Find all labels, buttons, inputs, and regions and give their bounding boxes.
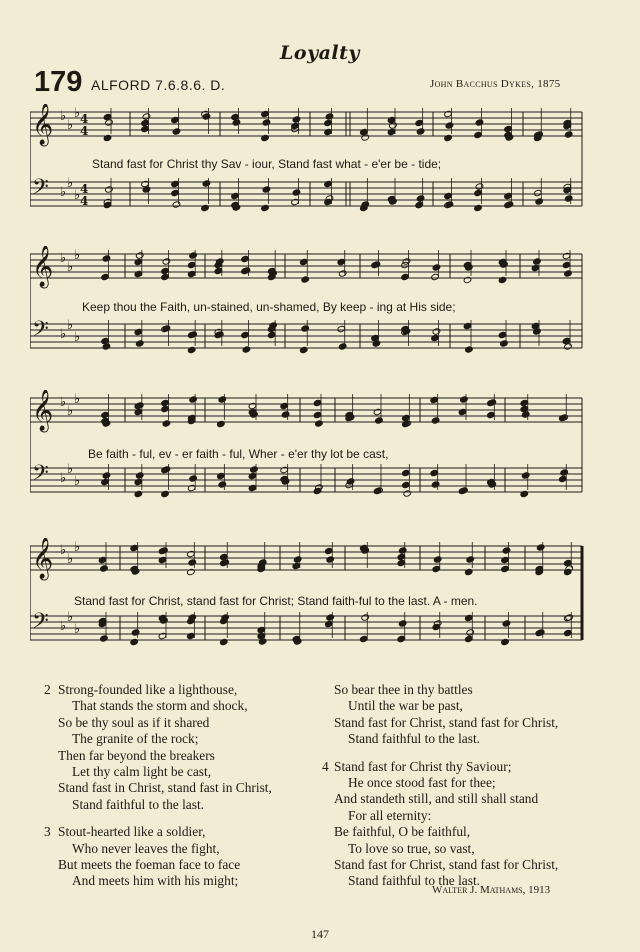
verse-line: Stand faithful to the last. (348, 873, 481, 889)
lyric-line-3: Be faith - ful, ev - er faith - ful, Wher - e'er thy lot be cast, (88, 447, 389, 461)
svg-text:𝄢: 𝄢 (32, 609, 49, 639)
verse-4 (322, 759, 558, 890)
verse-3 (44, 824, 272, 890)
svg-text:♭: ♭ (60, 185, 67, 200)
svg-text:4: 4 (80, 194, 89, 208)
svg-text:♭: ♭ (60, 471, 67, 486)
verse-line: Let thy calm light be cast, (72, 764, 212, 780)
verse-line: Stout-hearted like a soldier, (58, 824, 206, 840)
verse-line: Who never leaves the fight, (72, 840, 220, 856)
svg-text:♭: ♭ (67, 610, 74, 625)
svg-text:𝄞: 𝄞 (32, 246, 54, 287)
svg-text:𝄞: 𝄞 (32, 390, 54, 431)
tune-name: ALFORD 7.6.8.6. D. (91, 77, 226, 93)
svg-text:𝄢: 𝄢 (32, 317, 49, 347)
verse-line: Stand fast for Christ, stand fast for Christ, (334, 714, 559, 730)
svg-text:𝄢: 𝄢 (32, 461, 49, 491)
svg-text:♭: ♭ (74, 248, 81, 263)
verse-line: Then far beyond the breakers (58, 747, 215, 763)
svg-text:♭: ♭ (60, 327, 67, 342)
verse-line: Stand fast in Christ, stand fast in Christ, (58, 780, 272, 796)
verse-2 (44, 682, 272, 813)
svg-text:♭: ♭ (60, 109, 67, 124)
composer-credit: John Bacchus Dykes, 1875 (430, 78, 561, 90)
verse-number: 4 (322, 758, 329, 774)
verse-line: So bear thee in thy battles (334, 682, 473, 697)
svg-text:4: 4 (80, 112, 89, 126)
verse-line: And meets him with his might; (72, 873, 239, 889)
verse-line: For all eternity: (348, 807, 432, 823)
verse-line: Strong-founded like a lighthouse, (58, 682, 238, 697)
svg-text:♭: ♭ (74, 106, 81, 121)
svg-text:♭: ♭ (67, 462, 74, 477)
author-credit: Walter J. Mathams, 1913 (432, 884, 551, 896)
verse-number: 3 (44, 824, 51, 840)
lyric-line-4: Stand fast for Christ, stand fast for Christ; Stand faith-ful to the last. A - men. (74, 594, 478, 608)
svg-text:♭: ♭ (74, 474, 81, 489)
svg-text:♭: ♭ (67, 118, 74, 133)
verses-right-column (322, 682, 558, 890)
svg-text:𝄞: 𝄞 (32, 104, 54, 145)
verse-line: Stand faithful to the last. (72, 796, 205, 812)
verse-line: The granite of the rock; (72, 731, 199, 747)
verse-line: He once stood fast for thee; (348, 775, 496, 791)
verse-line: To love so true, so vast, (348, 840, 475, 856)
svg-text:♭: ♭ (74, 188, 81, 203)
svg-text:♭: ♭ (74, 622, 81, 637)
lyric-line-1: Stand fast for Christ thy Sav - iour, Stand fast what - e'er be - tide; (92, 157, 442, 171)
verse-number: 2 (44, 682, 51, 697)
verse-line: And standeth still, and still shall stand (334, 791, 539, 807)
svg-text:♭: ♭ (74, 330, 81, 345)
svg-text:4: 4 (80, 182, 89, 196)
svg-text:♭: ♭ (67, 318, 74, 333)
verse-line: That stands the storm and shock, (72, 698, 248, 714)
lyric-line-2: Keep thou the Faith, un-stained, un-shamed, By keep - ing at His side; (82, 300, 456, 314)
verses-left-column (44, 682, 272, 890)
verse-line: So be thy soul as if it shared (58, 714, 210, 730)
svg-text:𝄞: 𝄞 (32, 538, 54, 579)
verse-line: Stand fast for Christ, stand fast for Christ, (334, 857, 559, 873)
svg-text:♭: ♭ (67, 404, 74, 419)
verse-line: Stand faithful to the last. (348, 731, 481, 747)
page-number: 147 (311, 927, 329, 941)
hymn-title: Loyalty (280, 42, 360, 64)
svg-text:♭: ♭ (67, 552, 74, 567)
verse-line: Until the war be past, (348, 698, 463, 714)
hymn-number: 179 (34, 66, 83, 98)
svg-text:♭: ♭ (60, 619, 67, 634)
verse-line: Stand fast for Christ thy Saviour; (334, 758, 512, 774)
svg-text:♭: ♭ (60, 251, 67, 266)
verse-line: But meets the foeman face to face (58, 857, 241, 873)
svg-text:𝄢: 𝄢 (32, 175, 49, 205)
svg-text:♭: ♭ (60, 543, 67, 558)
verse-line: Be faithful, O be faithful, (334, 824, 471, 840)
svg-text:♭: ♭ (74, 540, 81, 555)
svg-text:♭: ♭ (74, 392, 81, 407)
verse-3-continued (322, 682, 558, 748)
music-system-3 (30, 390, 590, 502)
svg-text:♭: ♭ (67, 176, 74, 191)
svg-text:♭: ♭ (67, 260, 74, 275)
svg-text:♭: ♭ (60, 395, 67, 410)
svg-text:4: 4 (80, 124, 89, 138)
